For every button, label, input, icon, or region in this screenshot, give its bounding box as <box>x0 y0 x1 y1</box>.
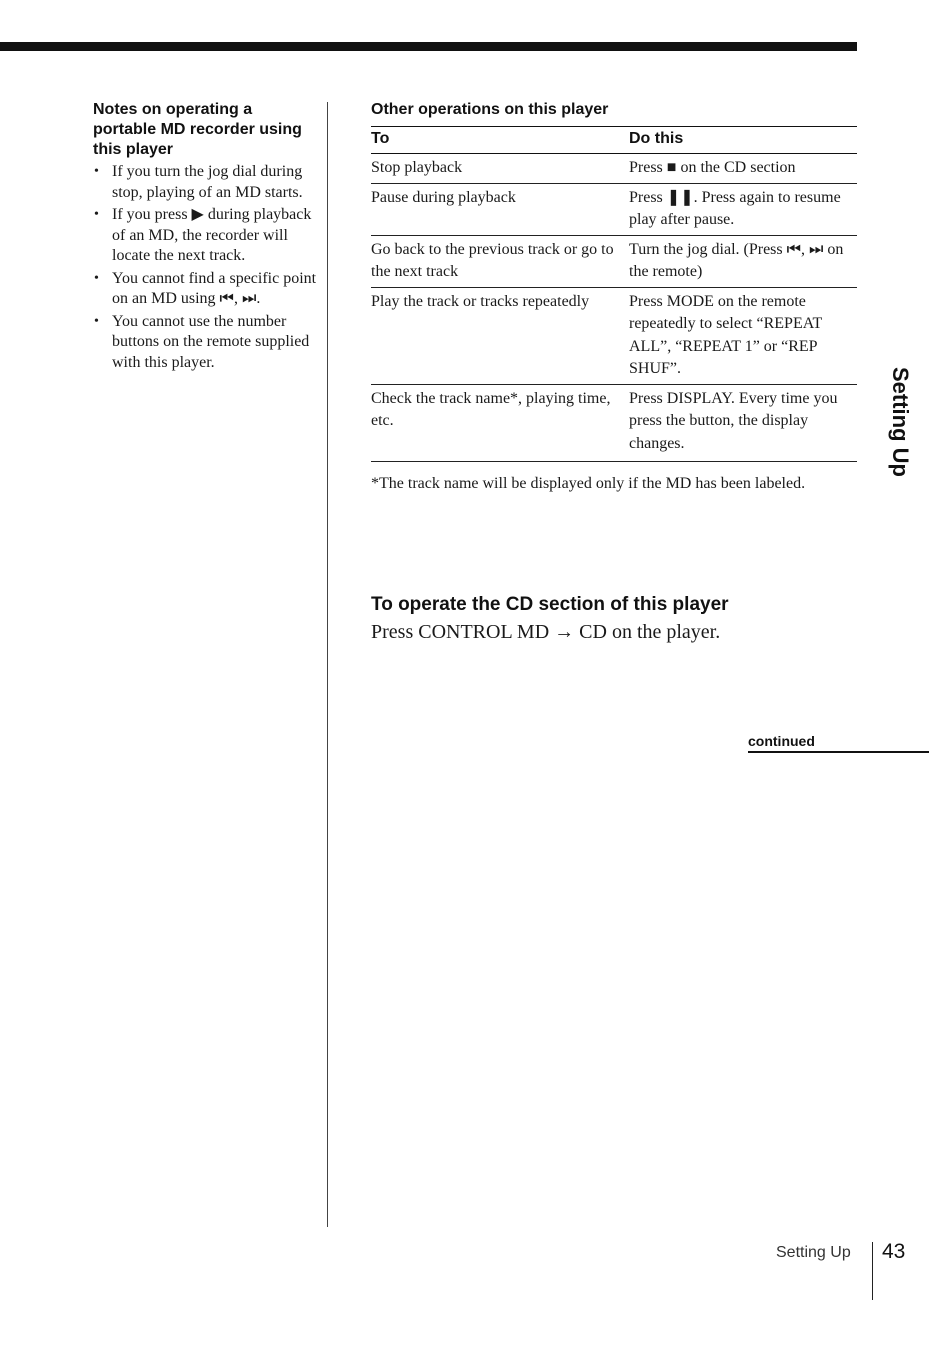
footer-section-label: Setting Up <box>776 1244 851 1261</box>
table-row <box>371 384 857 462</box>
cell-do: Press ❚❚. Press again to resume play after pause. <box>629 183 857 235</box>
table-row <box>371 287 857 384</box>
cell-to: Stop playback <box>371 154 629 184</box>
operations-section <box>371 100 857 495</box>
side-tab <box>880 362 920 482</box>
cell-to: Play the track or tracks repeatedly <box>371 287 629 384</box>
operations-title: Other operations on this player <box>371 101 609 118</box>
operate-cd-text: Press CONTROL MD → CD on the player. <box>371 621 721 643</box>
operate-cd-heading: To operate the CD section of this player <box>371 594 729 615</box>
table-row <box>371 235 857 287</box>
footer-divider <box>872 1242 873 1300</box>
operate-cd-section <box>371 593 851 645</box>
cell-do: Press ■ on the CD section <box>629 154 857 184</box>
note-item: • If you turn the jog dial during stop, playing of an MD starts. <box>93 162 318 203</box>
continued-rule <box>748 751 929 753</box>
side-tab-label: Setting Up <box>888 367 913 477</box>
cell-do: Turn the jog dial. (Press ⏮, ⏭ on the remote) <box>629 235 857 287</box>
cell-to: Check the track name*, playing time, etc. <box>371 384 629 462</box>
column-header-to: To <box>371 127 629 154</box>
cell-do: Press DISPLAY. Every time you press the button, the display changes. <box>629 384 857 462</box>
table-row <box>371 183 857 235</box>
note-item: • If you press ▶ during playback of an MD, the recorder will locate the next track. <box>93 205 318 267</box>
table-row <box>371 154 857 184</box>
table-header-row <box>371 127 857 154</box>
continued-label: continued <box>748 733 815 749</box>
operations-table <box>371 126 857 462</box>
page-number: 43 <box>882 1240 906 1263</box>
cell-to: Pause during playback <box>371 183 629 235</box>
cell-do: Press MODE on the remote repeatedly to select “REPEAT ALL”, “REPEAT 1” or “REP SHUF”. <box>629 287 857 384</box>
note-item: • You cannot find a specific point on an MD using ⏮, ⏭. <box>93 269 318 310</box>
notes-list <box>93 162 318 373</box>
note-item: • You cannot use the number buttons on the remote supplied with this player. <box>93 312 318 374</box>
notes-title: Notes on operating a portable MD recorder using this player <box>93 101 302 158</box>
cell-to: Go back to the previous track or go to the next track <box>371 235 629 287</box>
column-divider <box>327 102 328 1227</box>
top-rule <box>0 42 857 51</box>
column-header-do: Do this <box>629 127 857 154</box>
notes-section <box>93 100 318 375</box>
table-footnote: *The track name will be displayed only if the MD has been labeled. <box>371 475 806 492</box>
